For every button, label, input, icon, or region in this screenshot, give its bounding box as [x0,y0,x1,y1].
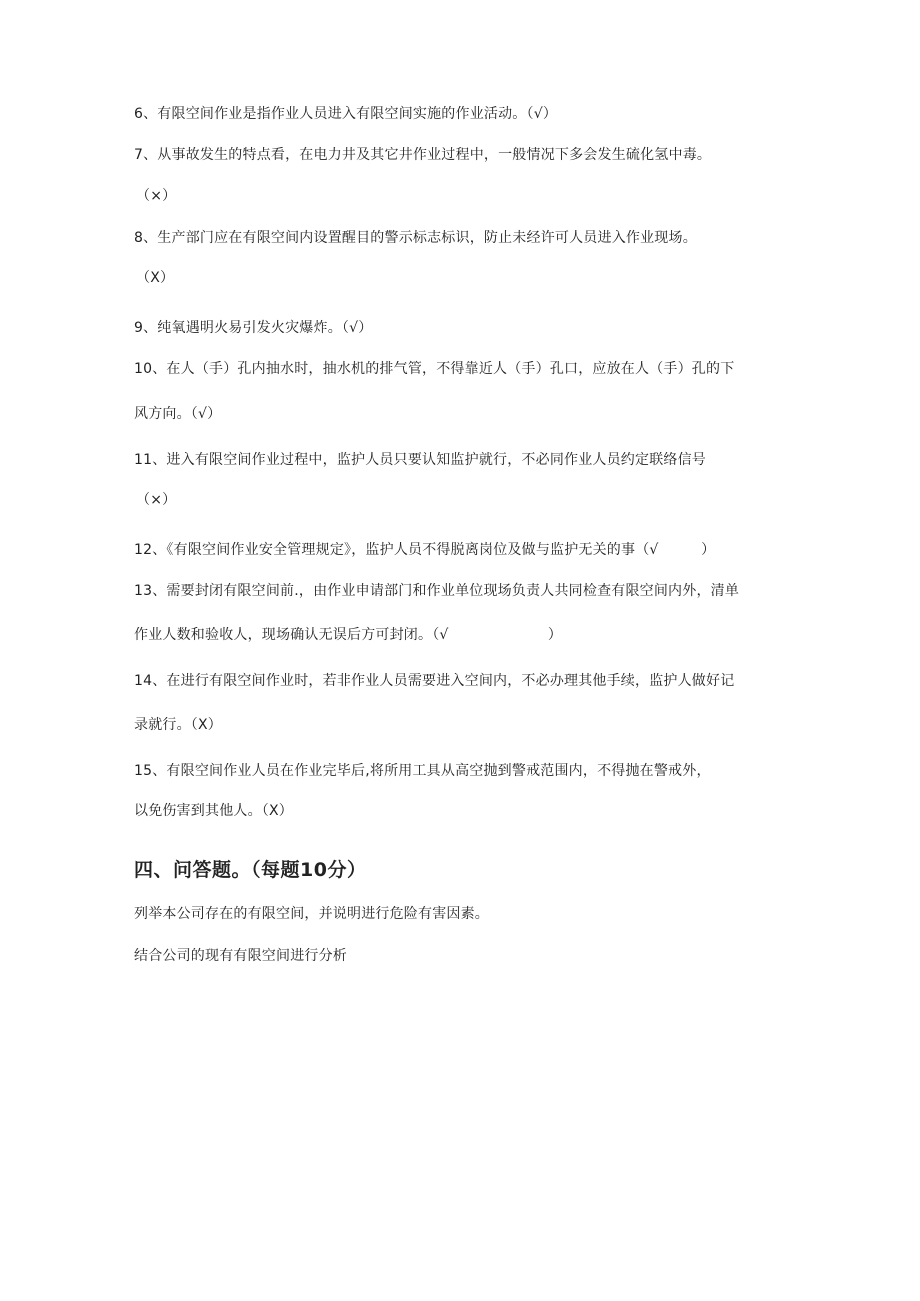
question-7-answer: （×） [136,188,177,204]
question-14-cont: 录就行。（X） [134,717,222,733]
question-13: 13、需要封闭有限空间前.，由作业申请部门和作业单位现场负责人共同检查有限空间内外，清单 [134,583,740,599]
question-11: 11、进入有限空间作业过程中，监护人员只要认知监护就行，不必同作业人员约定联络信号 [134,452,707,468]
question-14: 14、在进行有限空间作业时，若非作业人员需要进入空间内，不必办理其他手续，监护人做好记 [134,673,735,689]
question-8-answer: （X） [136,270,175,286]
question-7: 7、从事故发生的特点看，在电力井及其它井作业过程中，一般情况下多会发生硫化氢中毒。 [134,147,712,163]
question-15: 15、有限空间作业人员在作业完毕后,将所用工具从高空抛到警戒范围内，不得抛在警戒外， [134,763,711,779]
question-10-cont: 风方向。（√） [134,406,222,422]
question-11-answer: （×） [136,492,177,508]
question-8: 8、生产部门应在有限空间内设置醒目的警示标志标识，防止未经许可人员进入作业现场。 [134,230,697,246]
essay-answer: 结合公司的现有有限空间进行分析 [134,948,347,964]
question-6: 6、有限空间作业是指作业人员进入有限空间实施的作业活动。（√） [134,106,558,122]
section-title: 四、问答题。（每题10分） [134,859,367,881]
question-13-cont: 作业人数和验收人，现场确认无误后方可封闭。（√ ） [134,627,563,643]
essay-question: 列举本公司存在的有限空间，并说明进行危险有害因素。 [134,906,489,922]
question-15-cont: 以免伤害到其他人。（X） [134,803,293,819]
question-12: 12、《有限空间作业安全管理规定》，监护人员不得脱离岗位及做与监护无关的事（√ ） [134,542,716,558]
question-9: 9、纯氧遇明火易引发火灾爆炸。（√） [134,320,373,336]
question-10: 10、在人（手）孔内抽水时，抽水机的排气管，不得靠近人（手）孔口，应放在人（手）孔的下 [134,361,735,377]
